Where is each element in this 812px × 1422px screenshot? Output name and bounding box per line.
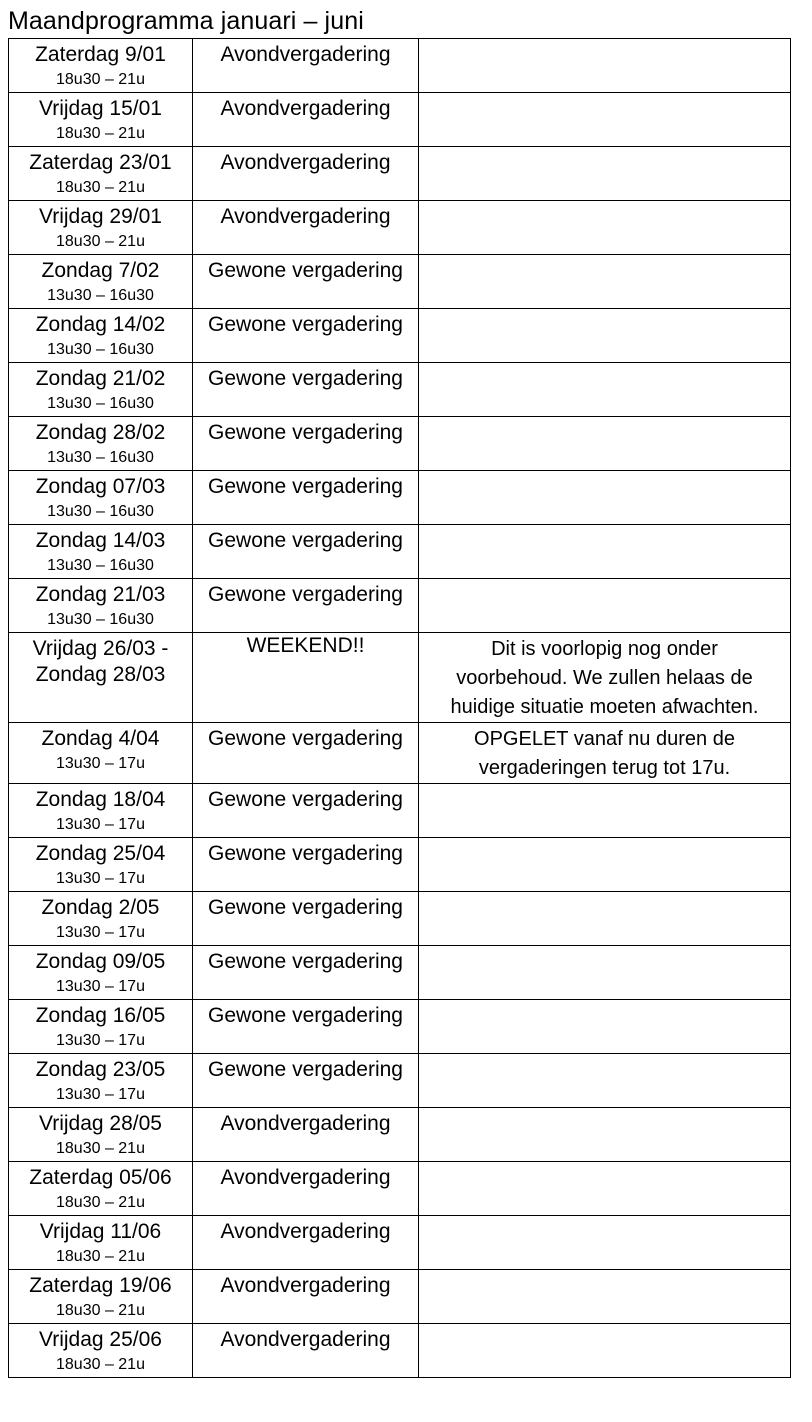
event-cell [193,1216,419,1270]
note-cell [419,417,791,471]
note-text [423,1216,786,1218]
time-text: 13u30 – 17u [56,816,145,833]
note-text [423,579,786,581]
date-text: Zaterdag 23/01 [29,151,172,174]
note-line: voorbehoud. We zullen helaas de [456,667,753,689]
event-cell [193,201,419,255]
event-cell [193,946,419,1000]
note-text [423,723,786,783]
event-cell [193,1162,419,1216]
date-cell [9,633,193,723]
event-text: Avondvergadering [220,205,391,228]
event-text: Gewone vergadering [208,950,403,973]
date-text: Zondag 28/02 [35,421,166,444]
date-cell [9,1108,193,1162]
date-cell [9,255,193,309]
date-cell [9,723,193,784]
note-text [423,1108,786,1110]
event-text: WEEKEND!! [246,634,365,657]
note-cell [419,363,791,417]
note-text [423,946,786,948]
event-text: Avondvergadering [220,151,391,174]
note-cell [419,1000,791,1054]
note-text [423,784,786,786]
event-text: Avondvergadering [220,43,391,66]
date-cell [9,1324,193,1378]
note-text [423,39,786,41]
date-cell [9,417,193,471]
note-cell [419,471,791,525]
note-text [423,1000,786,1002]
table-row [9,147,791,201]
date-text: Zondag 23/05 [35,1058,166,1081]
event-text: Gewone vergadering [208,727,403,750]
note-text [423,1270,786,1272]
time-text: 13u30 – 17u [56,1032,145,1049]
table-row [9,93,791,147]
event-text: Avondvergadering [220,1274,391,1297]
time-text: 18u30 – 21u [56,1194,145,1211]
table-row [9,1054,791,1108]
event-text: Gewone vergadering [208,421,403,444]
date-text: Zondag 14/02 [35,313,166,336]
note-text [423,1054,786,1056]
schedule-table [8,38,791,1378]
time-text: 13u30 – 16u30 [47,557,154,574]
table-row [9,201,791,255]
note-text [423,633,786,722]
time-text: 13u30 – 16u30 [47,395,154,412]
date-text: Zaterdag 19/06 [29,1274,172,1297]
event-text: Gewone vergadering [208,475,403,498]
time-text: 18u30 – 21u [56,233,145,250]
event-cell [193,838,419,892]
note-cell [419,525,791,579]
note-cell [419,946,791,1000]
event-cell [193,255,419,309]
time-text: 13u30 – 17u [56,924,145,941]
event-text: Avondvergadering [220,1166,391,1189]
time-text: 18u30 – 21u [56,179,145,196]
event-text: Gewone vergadering [208,313,403,336]
time-text: 18u30 – 21u [56,1140,145,1157]
event-text: Gewone vergadering [208,583,403,606]
date-text: Zaterdag 05/06 [29,1166,172,1189]
note-cell [419,579,791,633]
date-cell [9,838,193,892]
note-text [423,363,786,365]
date-text: Zondag 09/05 [35,950,166,973]
time-text: 18u30 – 21u [56,1356,145,1373]
date-cell [9,39,193,93]
date-text: Vrijdag 11/06 [39,1220,162,1243]
event-text: Avondvergadering [220,1328,391,1351]
event-cell [193,147,419,201]
event-cell [193,309,419,363]
schedule-body [9,39,791,1378]
date-text: Vrijdag 25/06 [39,1328,162,1351]
table-row [9,363,791,417]
event-cell [193,784,419,838]
date-cell [9,93,193,147]
table-row [9,525,791,579]
time-text: 13u30 – 16u30 [47,503,154,520]
note-text [423,417,786,419]
event-cell [193,1324,419,1378]
event-cell [193,471,419,525]
note-text [423,1324,786,1326]
note-line: Dit is voorlopig nog onder [491,638,718,660]
event-cell [193,417,419,471]
date-text: Zaterdag 9/01 [35,43,166,66]
date-text: Vrijdag 28/05 [39,1112,162,1135]
date-cell [9,201,193,255]
note-cell [419,147,791,201]
date-cell [9,309,193,363]
event-text: Avondvergadering [220,97,391,120]
date-text: Zondag 14/03 [35,529,166,552]
date-text: Zondag 16/05 [35,1004,166,1027]
table-row [9,255,791,309]
time-text: 18u30 – 21u [56,1302,145,1319]
event-text: Gewone vergadering [208,788,403,811]
note-cell [419,93,791,147]
event-cell [193,39,419,93]
event-cell [193,892,419,946]
event-text: Gewone vergadering [208,529,403,552]
event-text: Gewone vergadering [208,842,403,865]
time-text: 13u30 – 16u30 [47,287,154,304]
table-row [9,1108,791,1162]
note-text [423,838,786,840]
date-cell [9,1054,193,1108]
event-cell [193,525,419,579]
time-text: 13u30 – 16u30 [47,341,154,358]
note-cell [419,1054,791,1108]
note-line: OPGELET vanaf nu duren de [474,728,735,750]
date-text: Vrijdag 15/01 [39,97,162,120]
table-row [9,1162,791,1216]
date-text: Zondag 07/03 [35,475,166,498]
date-text: Vrijdag 29/01 [39,205,162,228]
note-cell [419,1324,791,1378]
note-cell [419,255,791,309]
event-text: Gewone vergadering [208,896,403,919]
table-row [9,946,791,1000]
event-text: Gewone vergadering [208,1058,403,1081]
date-cell [9,1162,193,1216]
date-text: Zondag 21/02 [35,367,166,390]
table-row [9,471,791,525]
event-text: Gewone vergadering [208,259,403,282]
event-text: Gewone vergadering [208,1004,403,1027]
note-text [423,525,786,527]
date-text: Zondag 7/02 [41,259,160,282]
table-row [9,1216,791,1270]
date-cell [9,471,193,525]
note-cell [419,784,791,838]
table-row [9,579,791,633]
event-cell [193,1054,419,1108]
note-cell [419,838,791,892]
note-text [423,201,786,203]
time-text: 13u30 – 17u [56,755,145,772]
date-text: Zondag 25/04 [35,842,166,865]
note-text [423,1162,786,1164]
event-cell [193,1000,419,1054]
event-cell [193,363,419,417]
note-cell [419,1162,791,1216]
note-cell [419,309,791,363]
date-text: Zondag 21/03 [35,583,166,606]
event-cell [193,93,419,147]
event-cell [193,579,419,633]
date-text: Zondag 28/03 [35,663,166,686]
date-cell [9,363,193,417]
note-text [423,255,786,257]
date-text: Zondag 4/04 [41,727,160,750]
time-text: 13u30 – 17u [56,978,145,995]
date-text: Zondag 18/04 [35,788,166,811]
event-cell [193,1108,419,1162]
document-title: Maandprogramma januari – juni [8,7,364,35]
event-cell [193,633,419,723]
date-cell [9,147,193,201]
date-text: Zondag 2/05 [41,896,160,919]
table-row [9,838,791,892]
time-text: 18u30 – 21u [56,125,145,142]
table-row [9,39,791,93]
note-cell [419,633,791,723]
time-text: 13u30 – 16u30 [47,449,154,466]
table-row [9,1000,791,1054]
time-text: 13u30 – 17u [56,870,145,887]
table-row [9,784,791,838]
table-row [9,309,791,363]
table-row [9,1324,791,1378]
event-text: Avondvergadering [220,1112,391,1135]
date-cell [9,892,193,946]
time-text: 13u30 – 16u30 [47,611,154,628]
date-cell [9,525,193,579]
date-cell [9,579,193,633]
note-cell [419,39,791,93]
event-cell [193,1270,419,1324]
table-row [9,723,791,784]
table-row [9,892,791,946]
note-line: huidige situatie moeten afwachten. [450,696,759,718]
note-cell [419,1270,791,1324]
note-text [423,471,786,473]
event-text: Gewone vergadering [208,367,403,390]
date-cell [9,784,193,838]
note-cell [419,892,791,946]
note-text [423,309,786,311]
note-cell [419,1216,791,1270]
note-cell [419,723,791,784]
table-row [9,417,791,471]
date-cell [9,1000,193,1054]
note-text [423,147,786,149]
event-text: Avondvergadering [220,1220,391,1243]
note-cell [419,201,791,255]
date-cell [9,946,193,1000]
note-text [423,892,786,894]
note-text [423,93,786,95]
date-cell [9,1270,193,1324]
event-cell [193,723,419,784]
date-text: Vrijdag 26/03 - [32,637,169,660]
table-row [9,1270,791,1324]
table-row-weekend [9,633,791,723]
time-text: 18u30 – 21u [56,71,145,88]
time-text: 18u30 – 21u [56,1248,145,1265]
note-cell [419,1108,791,1162]
time-text: 13u30 – 17u [56,1086,145,1103]
note-line: vergaderingen terug tot 17u. [478,757,731,779]
date-cell [9,1216,193,1270]
